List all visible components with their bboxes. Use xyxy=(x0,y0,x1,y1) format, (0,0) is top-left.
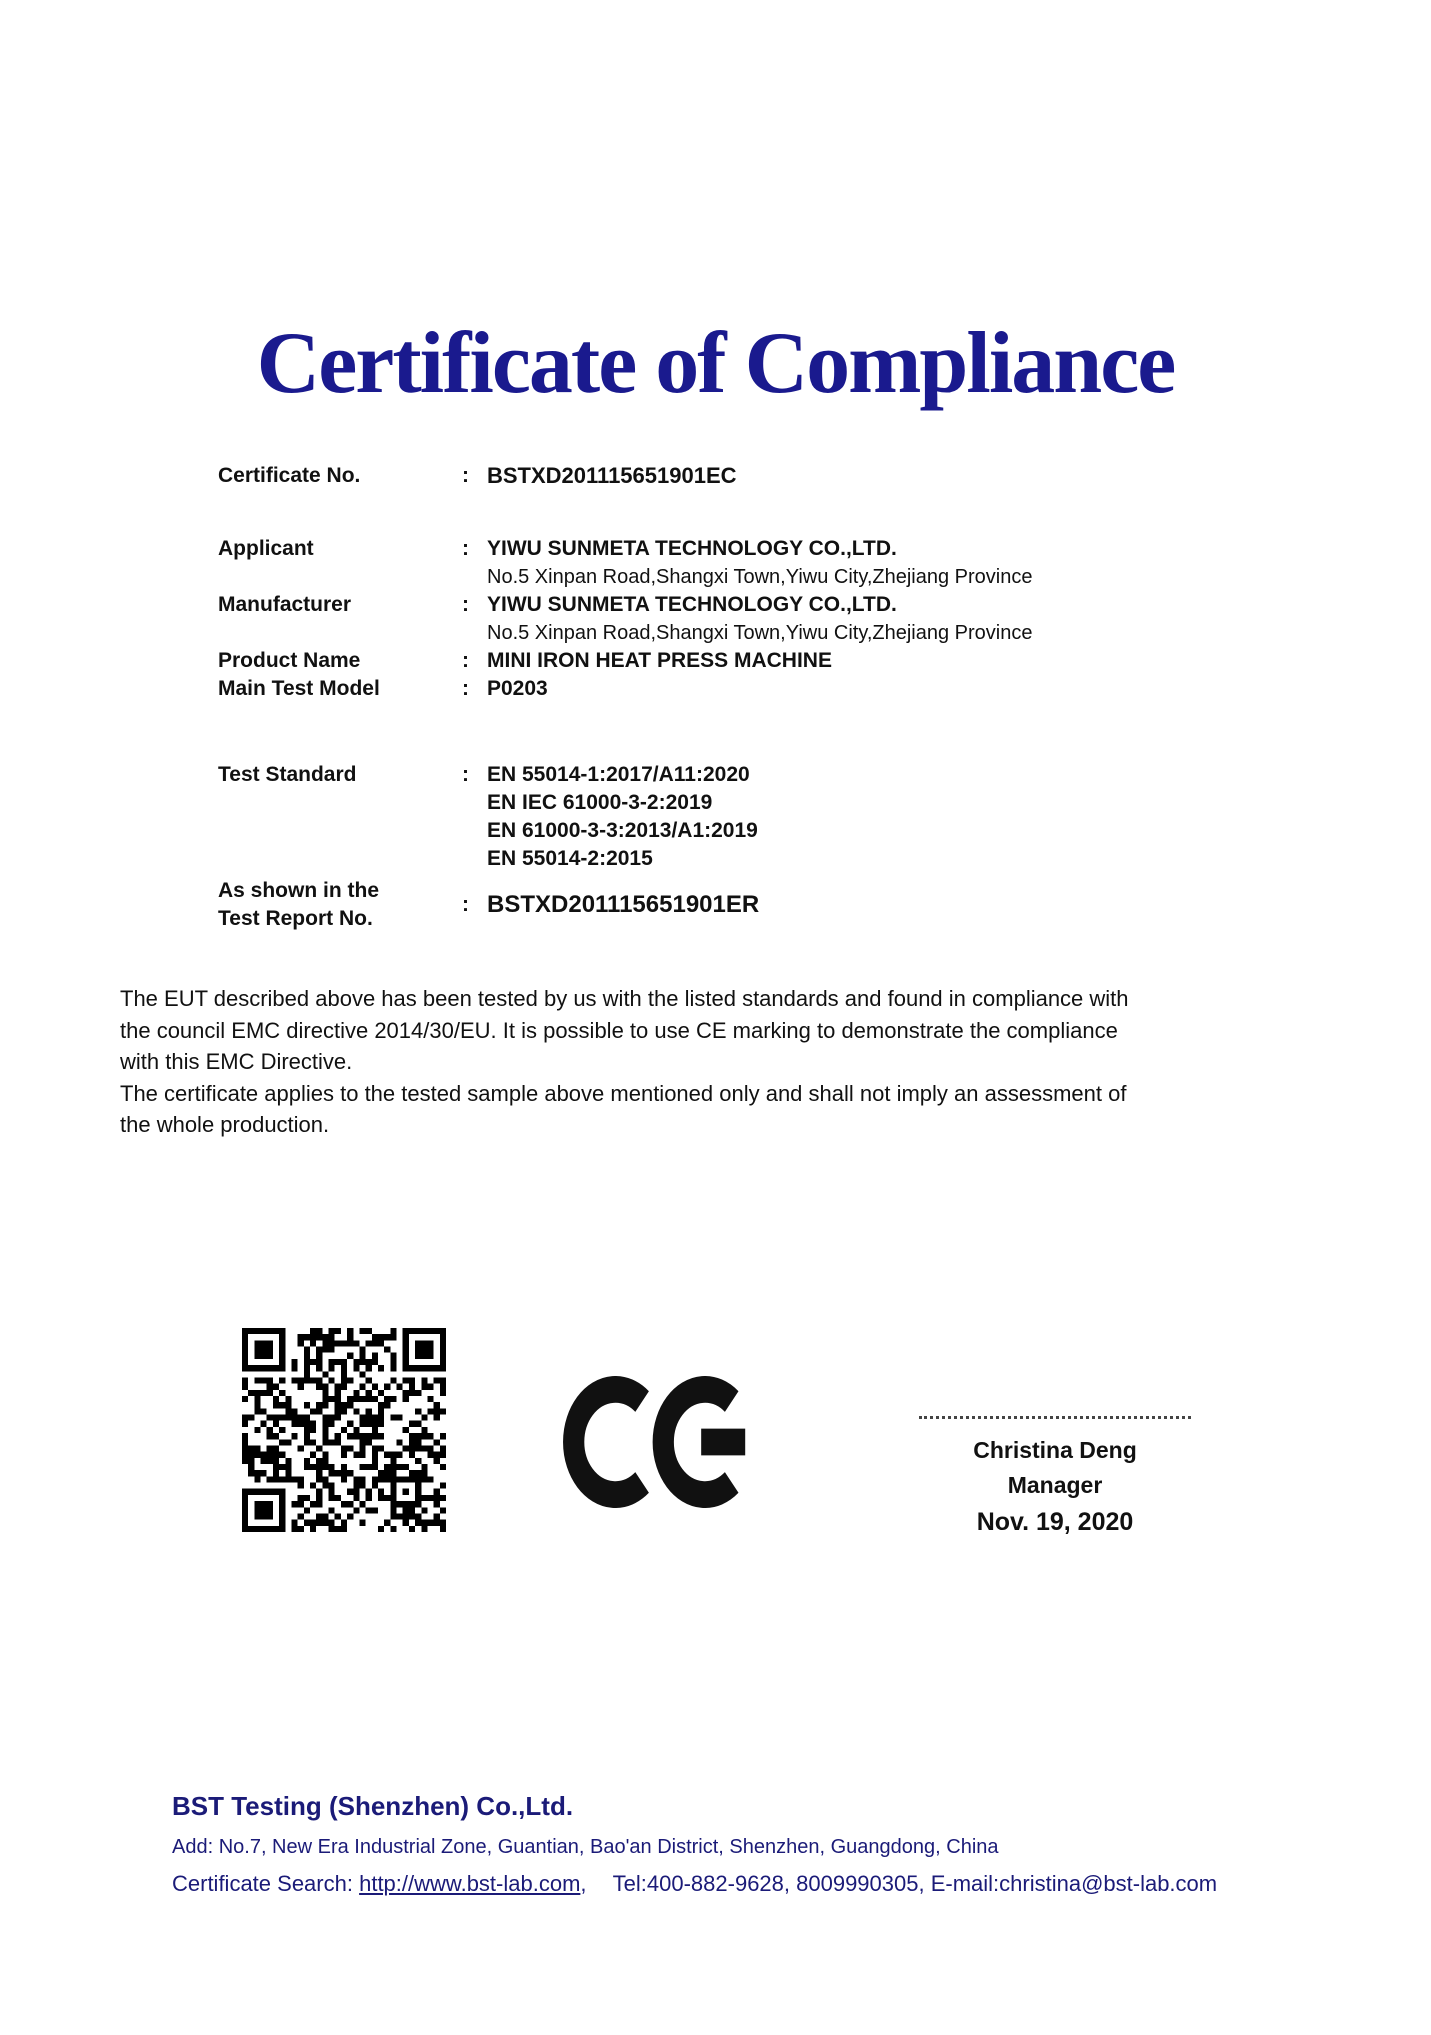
row-test-standard xyxy=(218,761,1278,873)
signature-block xyxy=(900,1416,1210,1541)
qr-code-svg xyxy=(242,1328,446,1532)
row-product-name xyxy=(218,647,1278,675)
colon-separator: : xyxy=(462,537,469,560)
test-standard-line: EN 55014-2:2015 xyxy=(487,847,653,870)
test-standard-label: Test Standard xyxy=(218,763,357,786)
product-name-value: MINI IRON HEAT PRESS MACHINE xyxy=(487,649,832,672)
certificate-search-link[interactable]: http://www.bst-lab.com xyxy=(359,1871,581,1896)
comma-text: , xyxy=(580,1871,587,1896)
manufacturer-label: Manufacturer xyxy=(218,593,352,616)
test-standard-line: EN 61000-3-3:2013/A1:2019 xyxy=(487,819,758,842)
test-standard-line: EN IEC 61000-3-2:2019 xyxy=(487,791,713,814)
footer-company-name: BST Testing (Shenzhen) Co.,Ltd. xyxy=(172,1791,574,1821)
row-certificate-no xyxy=(218,462,1278,490)
manufacturer-company: YIWU SUNMETA TECHNOLOGY CO.,LTD. xyxy=(487,593,897,616)
applicant-company: YIWU SUNMETA TECHNOLOGY CO.,LTD. xyxy=(487,537,897,560)
certificate-no-value: BSTXD201115651901EC xyxy=(487,463,737,488)
applicant-label: Applicant xyxy=(218,537,314,560)
row-main-test-model xyxy=(218,675,1278,703)
declaration-text-1: The EUT described above has been tested by us with the listed standards and found in compliance with the council EMC directive 2014/30/EU. It is possible to use CE marking to demonstrate the compliance with this EMC Directive. xyxy=(120,986,1129,1074)
test-report-label-line1: As shown in the xyxy=(218,879,380,902)
applicant-value xyxy=(487,535,1278,591)
signatory-role: Manager xyxy=(1007,1472,1103,1498)
signature-date: Nov. 19, 2020 xyxy=(976,1508,1134,1536)
ce-mark-icon xyxy=(563,1376,749,1508)
declaration-text-2: The certificate applies to the tested sample above mentioned only and shall not imply an assessment of the whole production. xyxy=(120,1080,1127,1137)
manufacturer-value xyxy=(487,591,1278,647)
row-applicant xyxy=(218,535,1278,591)
footer-contact-line xyxy=(172,1871,1372,1897)
footer xyxy=(172,1791,1372,1897)
row-test-report-no xyxy=(218,877,1278,933)
certificate-search-label: Certificate Search: xyxy=(172,1871,353,1896)
qr-code-icon xyxy=(242,1328,446,1532)
test-report-label xyxy=(218,877,462,933)
ce-mark-svg xyxy=(563,1376,749,1508)
main-test-model-label: Main Test Model xyxy=(218,677,380,700)
certificate-title: Certificate of Compliance xyxy=(256,315,1175,412)
test-standard-line: EN 55014-1:2017/A11:2020 xyxy=(487,763,750,786)
product-name-label: Product Name xyxy=(218,649,361,672)
colon-separator: : xyxy=(462,893,469,916)
signature-dotted-line xyxy=(919,1416,1191,1419)
footer-tel-email: Tel:400-882-9628, 8009990305, E-mail:christina@bst-lab.com xyxy=(612,1871,1218,1896)
colon-separator: : xyxy=(462,677,469,700)
applicant-address: No.5 Xinpan Road,Shangxi Town,Yiwu City,Zhejiang Province xyxy=(487,566,1033,588)
colon-separator: : xyxy=(462,649,469,672)
signatory-name: Christina Deng xyxy=(973,1437,1137,1463)
test-standard-values xyxy=(487,761,1278,873)
test-report-label-line2: Test Report No. xyxy=(218,907,373,930)
declaration-paragraph xyxy=(120,983,1142,1141)
manufacturer-address: No.5 Xinpan Road,Shangxi Town,Yiwu City,Zhejiang Province xyxy=(487,622,1033,644)
row-manufacturer xyxy=(218,591,1278,647)
main-test-model-value: P0203 xyxy=(487,677,548,700)
colon-separator: : xyxy=(462,763,469,786)
colon-separator: : xyxy=(462,593,469,616)
colon-separator: : xyxy=(462,464,469,487)
certificate-info-table xyxy=(218,462,1278,933)
footer-address: Add: No.7, New Era Industrial Zone, Guantian, Bao'an District, Shenzhen, Guangdong, China xyxy=(172,1836,999,1858)
test-report-value: BSTXD201115651901ER xyxy=(487,891,760,918)
certificate-no-label: Certificate No. xyxy=(218,464,361,487)
